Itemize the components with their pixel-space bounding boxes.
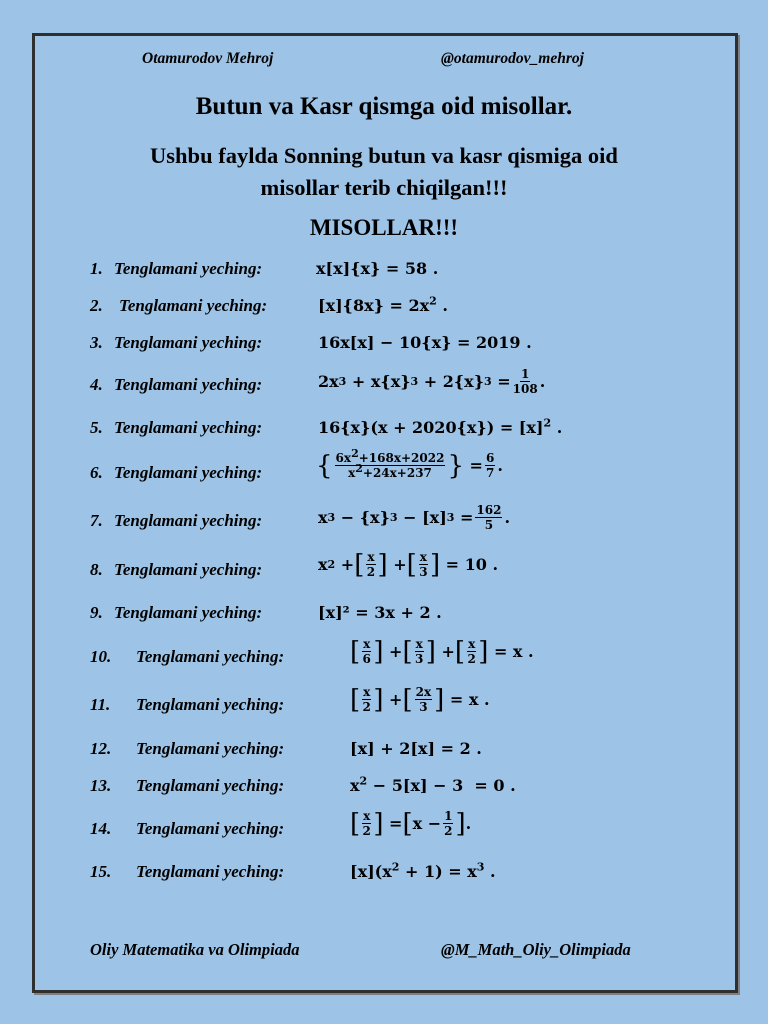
problem-label: Tenglamani yeching: <box>114 463 263 482</box>
equation-4: 2x 3 + x{x} 3 + 2{x} 3 = $\frac{1}{108}$ . <box>318 367 546 396</box>
equation-15: $[x](x^2 + 1) = x^3$ . <box>350 860 496 881</box>
equation-2: $[x]\{8x\} = 2x^2$ . <box>318 294 448 315</box>
problem-label: Tenglamani yeching: <box>114 333 263 352</box>
problem-4 <box>0 367 768 396</box>
problem-label: Tenglamani yeching: <box>114 560 263 579</box>
problem-8 <box>0 549 768 580</box>
problem-number: 10. <box>90 647 112 666</box>
footer-left: Oliy Matematika va Olimpiada <box>90 940 300 959</box>
subtitle-line-2: misollar terib chiqilgan!!! <box>260 175 508 200</box>
problem-number: 6. <box>90 463 103 482</box>
problem-label: Tenglamani yeching: <box>114 418 263 437</box>
page-title: Butun va Kasr qismga oid misollar. <box>195 93 573 120</box>
problem-9 <box>0 603 768 623</box>
subtitle-line-1: Ushbu faylda Sonning butun va kasr qismiga oid <box>150 143 618 168</box>
problem-label: Tenglamani yeching: <box>114 259 263 278</box>
problem-number: 2. <box>90 296 103 315</box>
equation-1 <box>316 259 438 278</box>
problem-2 <box>0 296 768 316</box>
equation-13: $x^2 - 5[x] - 3 = 0$ . <box>350 774 516 795</box>
equation-text: x[x]{x} = 58 . <box>316 259 439 278</box>
problem-1 <box>0 259 768 279</box>
equation-14: [ $\frac{x}{2}$ ] = [ x − $\frac{1}{2}$ ] . <box>350 808 472 839</box>
problem-number: 1. <box>90 259 103 278</box>
problem-number: 13. <box>90 776 112 795</box>
problem-label: Tenglamani yeching: <box>114 603 263 622</box>
problem-label: Tenglamani yeching: <box>136 695 285 714</box>
equation-9 <box>318 603 442 622</box>
equation-10: [ $\frac{x}{6}$ ] + [ $\frac{x}{3}$ ] + [ $\frac{x}{2}$ ] = x . <box>350 636 534 667</box>
problem-label: Tenglamani yeching: <box>136 739 285 758</box>
equation-text: [x]² = 3x + 2 . <box>318 603 442 622</box>
section-heading: MISOLLAR!!! <box>309 215 459 240</box>
equation-6: { $\frac{6x^2+168x+2022}{x^2+24x+237}$ } = $\frac{6}{7}$ . <box>316 447 503 481</box>
problem-number: 7. <box>90 511 103 530</box>
equation-5: $16\{x\}(x + 2020\{x\}) = [x]^2$ . <box>318 416 563 437</box>
problem-number: 3. <box>90 333 103 352</box>
footer-right: @M_Math_Oliy_Olimpiada <box>441 940 631 959</box>
equation-12 <box>350 739 482 758</box>
problem-number: 4. <box>90 375 103 394</box>
problem-label: Tenglamani yeching: <box>114 375 263 394</box>
problem-7 <box>0 503 768 532</box>
equation-text: [x] + 2[x] = 2 . <box>350 739 482 758</box>
equation-text: 16x[x] − 10{x} = 2019 . <box>318 333 532 352</box>
problem-label: Tenglamani yeching: <box>136 862 285 881</box>
problem-number: 12. <box>90 739 112 758</box>
problem-14 <box>0 808 768 839</box>
problem-15 <box>0 862 768 882</box>
equation-7: x 3 − {x} 3 − [x] 3 = $\frac{162}{5}$ . <box>318 503 511 532</box>
problem-label: Tenglamani yeching: <box>136 776 285 795</box>
problem-12 <box>0 739 768 759</box>
problem-label: Tenglamani yeching: <box>119 296 268 315</box>
problem-number: 15. <box>90 862 112 881</box>
problem-6 <box>0 447 768 483</box>
problem-number: 5. <box>90 418 103 437</box>
author-name: Otamurodov Mehroj <box>142 50 274 67</box>
problem-number: 11. <box>90 695 111 714</box>
problem-label: Tenglamani yeching: <box>136 819 285 838</box>
equation-3 <box>318 333 532 352</box>
author-handle: @otamurodov_mehroj <box>441 50 584 67</box>
problem-3 <box>0 333 768 353</box>
problem-5 <box>0 418 768 438</box>
problem-label: Tenglamani yeching: <box>136 647 285 666</box>
problem-number: 9. <box>90 603 103 622</box>
problem-11 <box>0 684 768 715</box>
problem-13 <box>0 776 768 796</box>
problem-number: 8. <box>90 560 103 579</box>
problem-label: Tenglamani yeching: <box>114 511 263 530</box>
equation-11: [ $\frac{x}{2}$ ] + [ $\frac{2x}{3}$ ] = x . <box>350 684 490 715</box>
problem-number: 14. <box>90 819 112 838</box>
problem-10 <box>0 636 768 667</box>
equation-8: x 2 + [ $\frac{x}{2}$ ] + [ $\frac{x}{3}$ ] = 10 . <box>318 549 499 580</box>
